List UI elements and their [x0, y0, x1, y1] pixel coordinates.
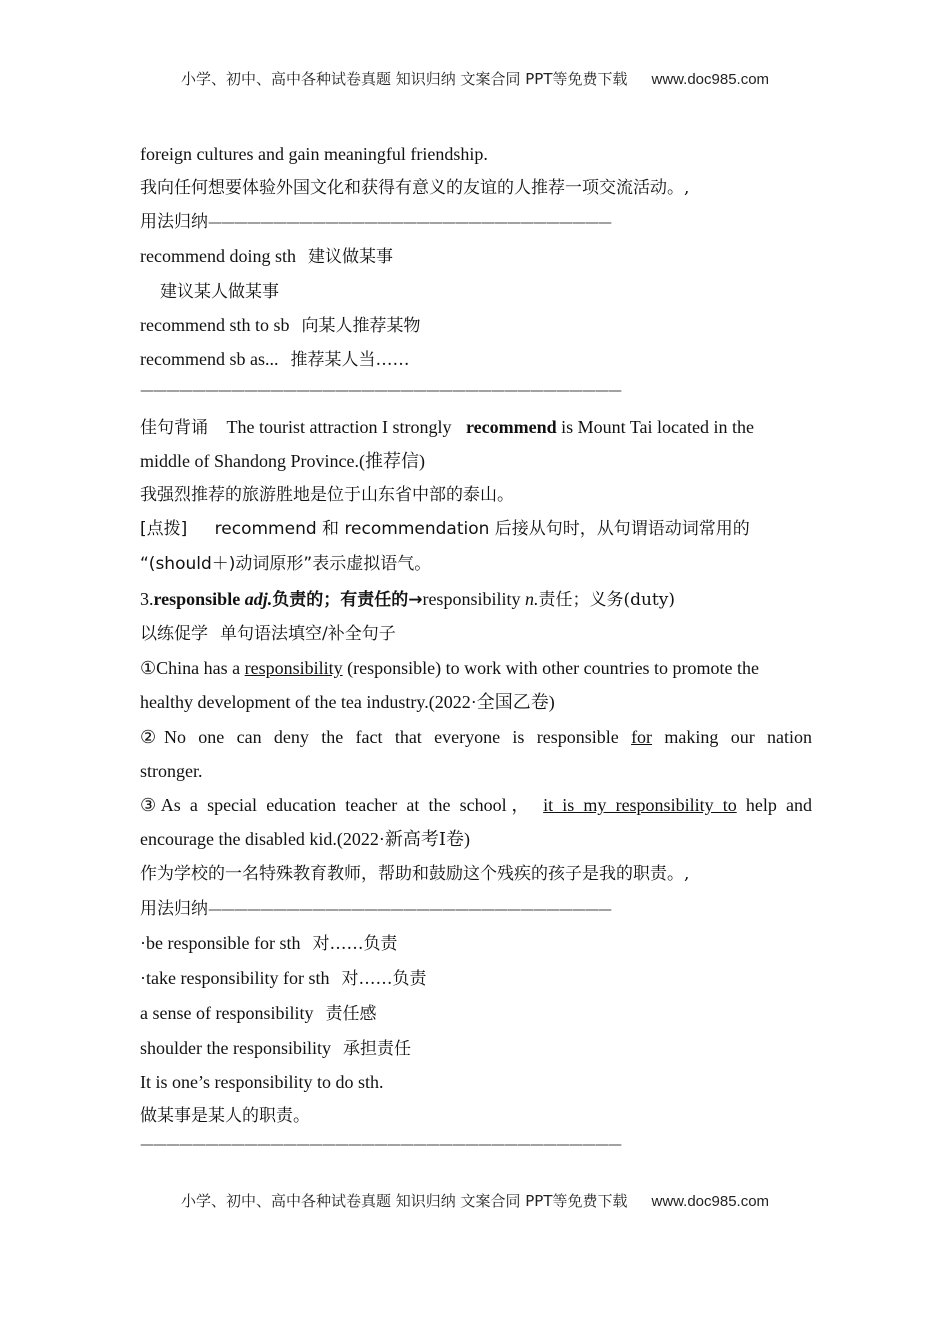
- usage-item: recommend sth to sb 向某人推荐某物: [140, 315, 421, 336]
- answer-2: for: [631, 727, 653, 747]
- question-2-line2: stronger.: [140, 761, 203, 781]
- question-1-line2: healthy development of the tea industry.(2022·全国乙卷): [140, 692, 555, 712]
- good-sentence-label: 佳句背诵: [140, 418, 208, 438]
- answer-1: responsibility: [244, 658, 343, 678]
- footer-text: 小学、初中、高中各种试卷真题 知识归纳 文案合同 PPT等免费下载: [180, 1192, 628, 1210]
- usage-heading-1: [140, 211, 812, 234]
- usage-item: recommend doing sth 建议做某事: [140, 246, 393, 267]
- usage-rule: ———————————————————————————————: [208, 215, 611, 231]
- question-3: ③As a special education teacher at the school， it is my responsibility to help and: [140, 795, 813, 815]
- question-3-line2: encourage the disabled kid.(2022·新高考Ⅰ卷): [140, 829, 471, 849]
- usage-final-en: It is one’s responsibility to do sth.: [140, 1072, 384, 1092]
- page-header: [0, 68, 950, 89]
- practice-heading: 以练促学 单句语法填空/补全句子: [140, 624, 396, 644]
- example-cn: 我向任何想要体验外国文化和获得有意义的友谊的人推荐一项交流活动。,: [140, 178, 690, 198]
- question-1: ①China has a responsibility (responsible) to work with other countries to promote the: [140, 658, 760, 678]
- usage-item: shoulder the responsibility 承担责任: [140, 1038, 411, 1059]
- usage-title: 用法归纳: [140, 212, 208, 232]
- tip: [点拨] recommend 和 recommendation 后接从句时，从句谓语动词常用的: [140, 519, 750, 539]
- word-entry: 3.responsible adj.负责的；有责任的→responsibility n.责任；义务(duty): [140, 589, 675, 610]
- tip-line2: “(should＋)动词原形”表示虚拟语气。: [140, 554, 432, 574]
- tip-label: [点拨]: [140, 519, 188, 539]
- usage-item: recommend sb as... 推荐某人当……: [140, 349, 410, 370]
- header-site: www.doc985.com: [651, 71, 770, 88]
- usage-item: ·be responsible for sth 对……负责: [140, 933, 398, 954]
- usage-item: 建议某人做某事: [160, 282, 279, 302]
- answer-3: it is my responsibility to: [543, 795, 737, 815]
- question-3-cn: 作为学校的一名特殊教育教师，帮助和鼓励这个残疾的孩子是我的职责。,: [140, 864, 690, 884]
- good-sentence-line2: middle of Shandong Province.(推荐信): [140, 451, 425, 471]
- headword: responsible: [153, 589, 241, 609]
- section-divider: —————————————————————————————————————: [140, 1137, 621, 1153]
- page-footer: [0, 1190, 950, 1211]
- usage-item: ·take responsibility for sth 对……负责: [140, 968, 427, 989]
- header-text: 小学、初中、高中各种试卷真题 知识归纳 文案合同 PPT等免费下载: [180, 70, 628, 88]
- usage-final-cn: 做某事是某人的职责。: [140, 1106, 310, 1126]
- section-divider: —————————————————————————————————————: [140, 383, 621, 399]
- good-sentence-cn: 我强烈推荐的旅游胜地是位于山东省中部的泰山。: [140, 485, 514, 505]
- usage-item: a sense of responsibility 责任感: [140, 1003, 377, 1024]
- example-en-tail: foreign cultures and gain meaningful friendship.: [140, 144, 488, 164]
- question-2: ②No one can deny the fact that everyone is responsible for making our nation: [140, 727, 813, 747]
- usage-heading-2: 用法归纳———————————————————————————————: [140, 899, 611, 919]
- footer-site: www.doc985.com: [651, 1193, 770, 1210]
- good-sentence: 佳句背诵 The tourist attraction I strongly recommend is Mount Tai located in the: [140, 417, 754, 438]
